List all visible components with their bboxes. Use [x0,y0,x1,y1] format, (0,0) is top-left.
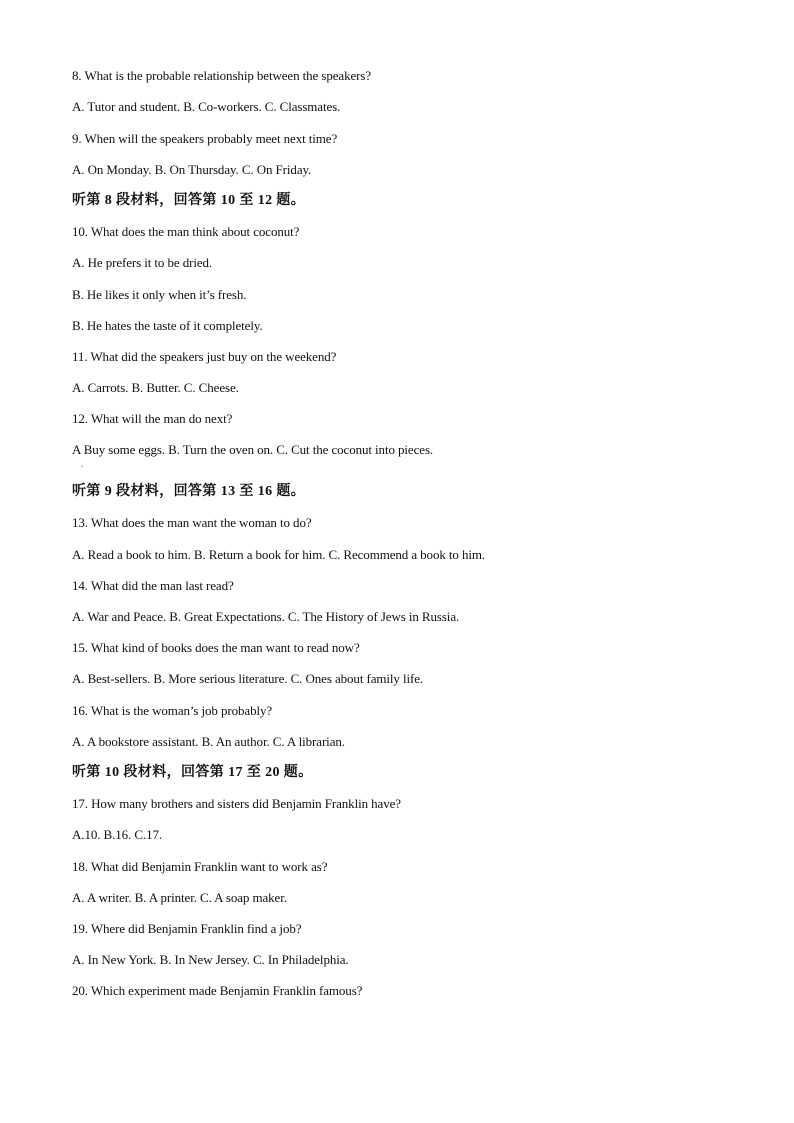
question-16: 16. What is the woman’s job probably? [72,703,273,718]
question-20: 20. Which experiment made Benjamin Franklin famous? [72,983,363,998]
question-10-option-a: A. He prefers it to be dried. [72,255,213,270]
question-9: 9. When will the speakers probably meet next time? [72,131,338,146]
section-heading-8: 听第 8 段材料，回答第 10 至 12 题。 [72,193,306,208]
question-15-options: A. Best-sellers. B. More serious literature. C. Ones about family life. [72,671,424,686]
question-17-options: A.10. B.16. C.17. [72,827,163,842]
question-13-options: A. Read a book to him. B. Return a book for him. C. Recommend a book to him. [72,547,486,562]
question-10-option-b: B. He likes it only when it’s fresh. [72,287,247,302]
question-13: 13. What does the man want the woman to do? [72,515,312,530]
question-14: 14. What did the man last read? [72,578,234,593]
question-19: 19. Where did Benjamin Franklin find a job? [72,921,302,936]
question-18: 18. What did Benjamin Franklin want to work as? [72,859,328,874]
question-19-options: A. In New York. B. In New Jersey. C. In Philadelphia. [72,952,349,967]
question-10-option-c: B. He hates the taste of it completely. [72,318,263,333]
section-heading-9: 听第 9 段材料，回答第 13 至 16 题。 [72,484,306,499]
question-17: 17. How many brothers and sisters did Benjamin Franklin have? [72,796,401,811]
question-8: 8. What is the probable relationship between the speakers? [72,68,371,83]
question-16-options: A. A bookstore assistant. B. An author. C. A librarian. [72,734,345,749]
question-9-options: A. On Monday. B. On Thursday. C. On Friday. [72,162,312,177]
question-12: 12. What will the man do next? [72,411,233,426]
section-heading-10: 听第 10 段材料，回答第 17 至 20 题。 [72,765,313,780]
question-12-options: A Buy some eggs. B. Turn the oven on. C. Cut the coconut into pieces. [72,442,434,457]
question-18-options: A. A writer. B. A printer. C. A soap maker. [72,890,287,905]
question-14-options: A. War and Peace. B. Great Expectations. C. The History of Jews in Russia. [72,609,460,624]
question-10: 10. What does the man think about coconut? [72,224,300,239]
question-11: 11. What did the speakers just buy on the weekend? [72,349,337,364]
question-15: 15. What kind of books does the man want to read now? [72,640,360,655]
question-11-options: A. Carrots. B. Butter. C. Cheese. [72,380,239,395]
question-8-options: A. Tutor and student. B. Co-workers. C. Classmates. [72,99,341,114]
stray-mark: . [81,460,83,469]
